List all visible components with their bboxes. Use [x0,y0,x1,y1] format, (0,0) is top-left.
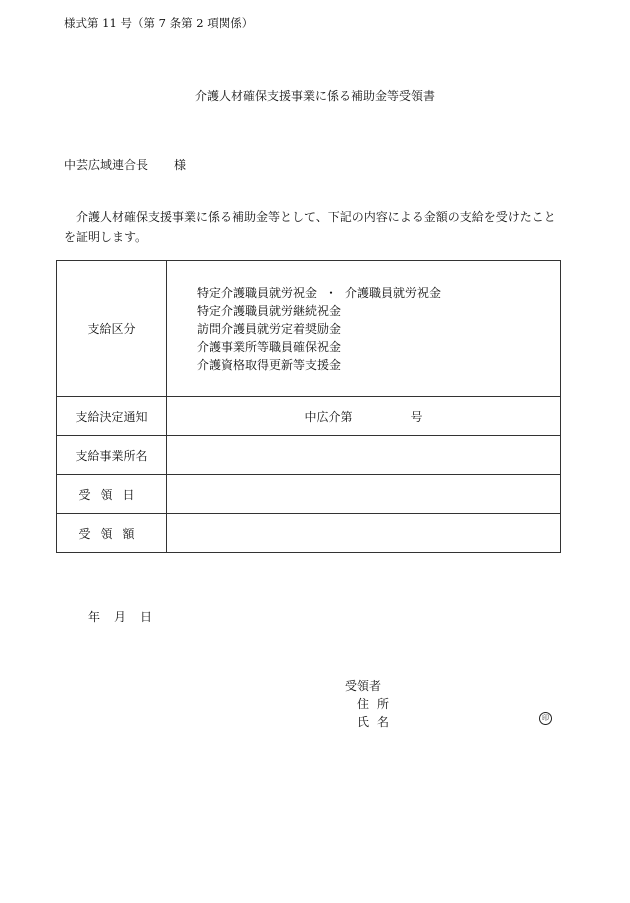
form-number: 様式第 11 号（第 7 条第 2 項関係） [64,16,254,30]
amount-label: 受領額 [57,514,167,553]
name-label: 氏名 [357,715,398,729]
table-row-kubun [57,261,561,397]
kubun-item [197,284,560,302]
date-value [167,475,561,514]
recipient-title: 受領者 [345,679,382,693]
date-year: 年 [88,610,101,624]
table-row-amount [57,514,561,553]
body-text [64,207,574,247]
tsuchi-suffix: 号 [410,409,423,424]
date-month: 月 [114,610,127,624]
kubun-label: 支給区分 [57,261,167,397]
kubun-value [167,261,561,397]
date-line [88,608,152,625]
jigyosho-label: 支給事業所名 [57,436,167,475]
table-row-tsuchi [57,397,561,436]
seal-icon: 印 [539,712,552,725]
kubun-separator: ・ [325,285,338,300]
jigyosho-value [167,436,561,475]
document-title: 介護人材確保支援事業に係る補助金等受領書 [194,89,435,103]
kubun-item: 介護資格取得更新等支援金 [197,357,342,372]
table-row-date [57,475,561,514]
kubun-item: 介護事業所等職員確保祝金 [197,339,342,354]
kubun-item-label: 介護職員就労祝金 [345,285,442,300]
amount-value [167,514,561,553]
kubun-item: 訪問介護員就労定着奨励金 [197,321,342,336]
kubun-list [167,284,560,374]
address-label: 住所 [357,697,398,711]
receipt-table [56,260,561,553]
date-label: 受領日 [57,475,167,514]
kubun-item-label: 特定介護職員就労祝金 [197,285,318,300]
kubun-item: 特定介護職員就労継続祝金 [197,303,342,318]
table-row-jigyosho [57,436,561,475]
addressee [64,156,186,173]
addressee-name: 中芸広域連合長 [64,158,149,172]
addressee-honorific: 様 [174,158,187,172]
tsuchi-value [167,397,561,436]
body-line-1: 介護人材確保支援事業に係る補助金等として、下記の内容による金額の支給を受けたこと [76,210,556,224]
tsuchi-label: 支給決定通知 [57,397,167,436]
body-line-2: を証明します。 [64,230,148,244]
date-day: 日 [140,610,153,624]
tsuchi-prefix: 中広介第 [304,409,353,424]
